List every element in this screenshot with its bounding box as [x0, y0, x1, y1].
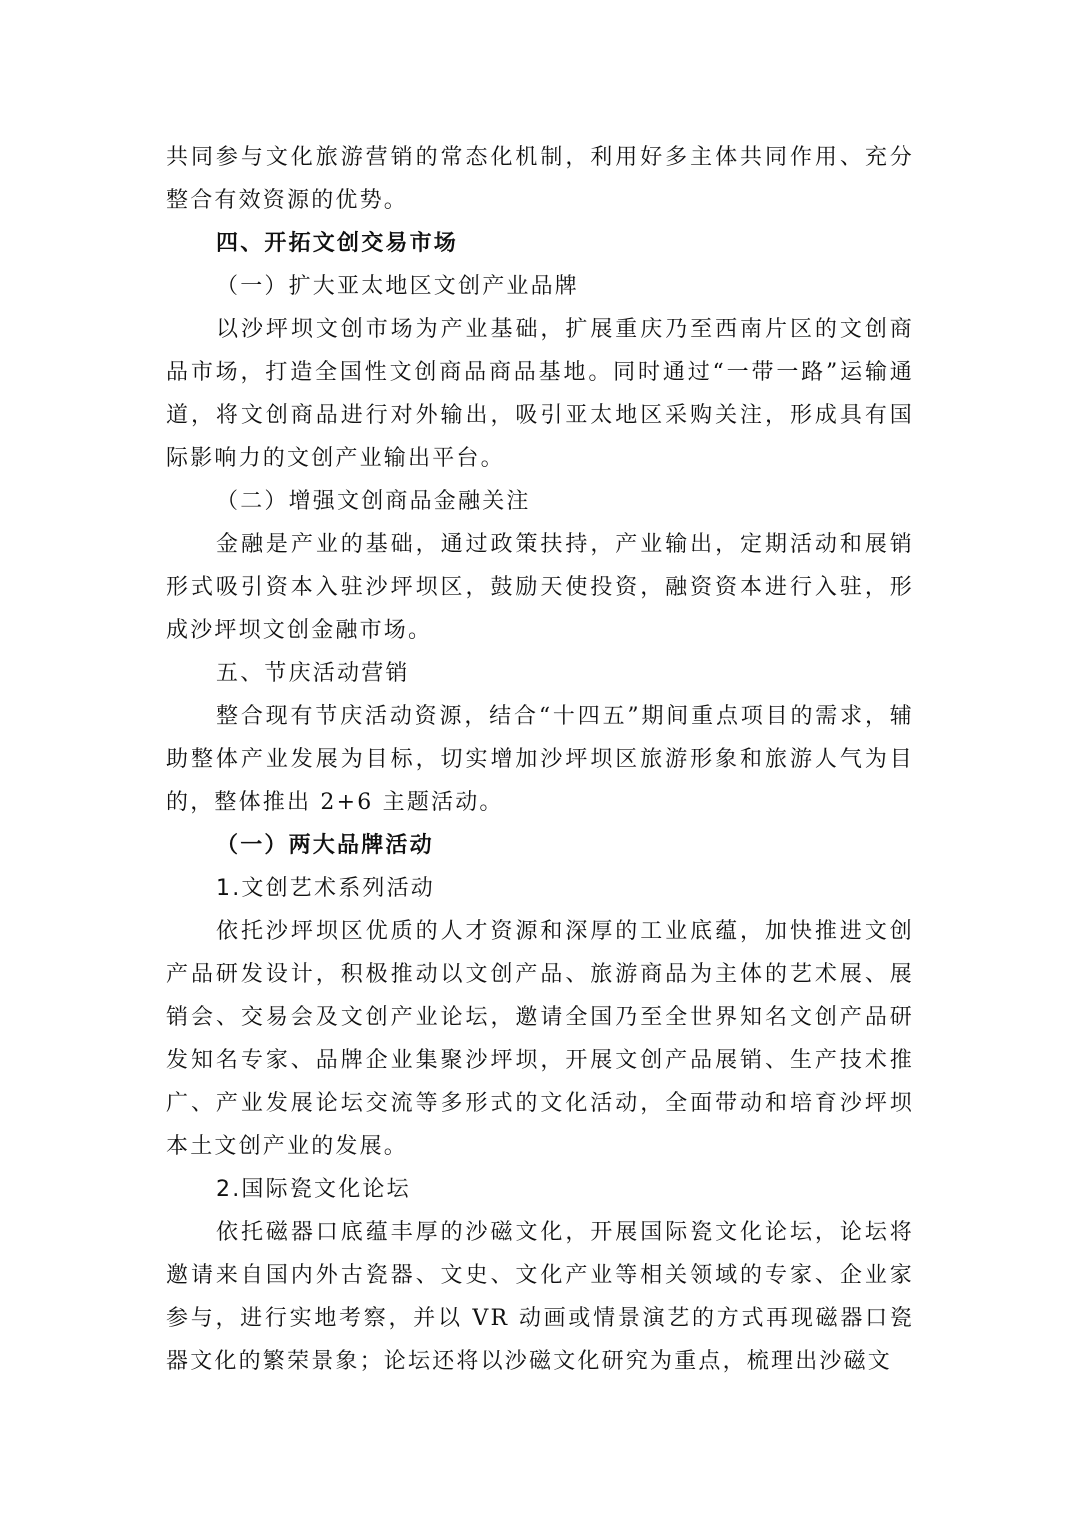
document-body — [166, 136, 914, 1383]
paragraph-asia-pacific-brand: 以沙坪坝文创市场为产业基础，扩展重庆乃至西南片区的文创商品市场，打造全国性文创商品商品基地。同时通过“一带一路”运输通道，将文创商品进行对外输出，吸引亚太地区采购关注，形成具有国际影响力的文创产业输出平台。 — [166, 317, 914, 471]
subsection-heading-4-2: （二）增强文创商品金融关注 — [216, 489, 531, 514]
item-heading-2: 2.国际瓷文化论坛 — [216, 1177, 411, 1202]
paragraph-continuation: 共同参与文化旅游营销的常态化机制，利用好多主体共同作用、充分整合有效资源的优势。 — [166, 145, 914, 213]
subsection-heading-5-1: （一）两大品牌活动 — [216, 833, 434, 858]
paragraph-cultural-art-activities: 依托沙坪坝区优质的人才资源和深厚的工业底蕴，加快推进文创产品研发设计，积极推动以文创产品、旅游商品为主体的艺术展、展销会、交易会及文创产业论坛，邀请全国乃至全世界知名文创产品研发知名专家、品牌企业集聚沙坪坝，开展文创产品展销、生产技术推广、产业发展论坛交流等多形式的文化活动，全面带动和培育沙坪坝本土文创产业的发展。 — [166, 919, 914, 1159]
paragraph-finance: 金融是产业的基础，通过政策扶持，产业输出，定期活动和展销形式吸引资本入驻沙坪坝区，鼓励天使投资，融资资本进行入驻，形成沙坪坝文创金融市场。 — [166, 532, 914, 643]
section-heading-4: 四、开拓文创交易市场 — [216, 231, 459, 256]
paragraph-porcelain-forum: 依托磁器口底蕴丰厚的沙磁文化，开展国际瓷文化论坛，论坛将邀请来自国内外古瓷器、文史、文化产业等相关领域的专家、企业家参与，进行实地考察，并以 VR 动画或情景演艺的方式再现磁器口瓷器文化的繁荣景象；论坛还将以沙磁文化研究为重点，梳理出沙磁文 — [166, 1220, 914, 1374]
paragraph-festival-resources: 整合现有节庆活动资源，结合“十四五”期间重点项目的需求，辅助整体产业发展为目标，切实增加沙坪坝区旅游形象和旅游人气为目的，整体推出 2+6 主题活动。 — [166, 704, 914, 815]
subsection-heading-4-1: （一）扩大亚太地区文创产业品牌 — [216, 274, 580, 299]
item-heading-1: 1.文创艺术系列活动 — [216, 876, 435, 901]
section-heading-5: 五、节庆活动营销 — [216, 661, 410, 686]
